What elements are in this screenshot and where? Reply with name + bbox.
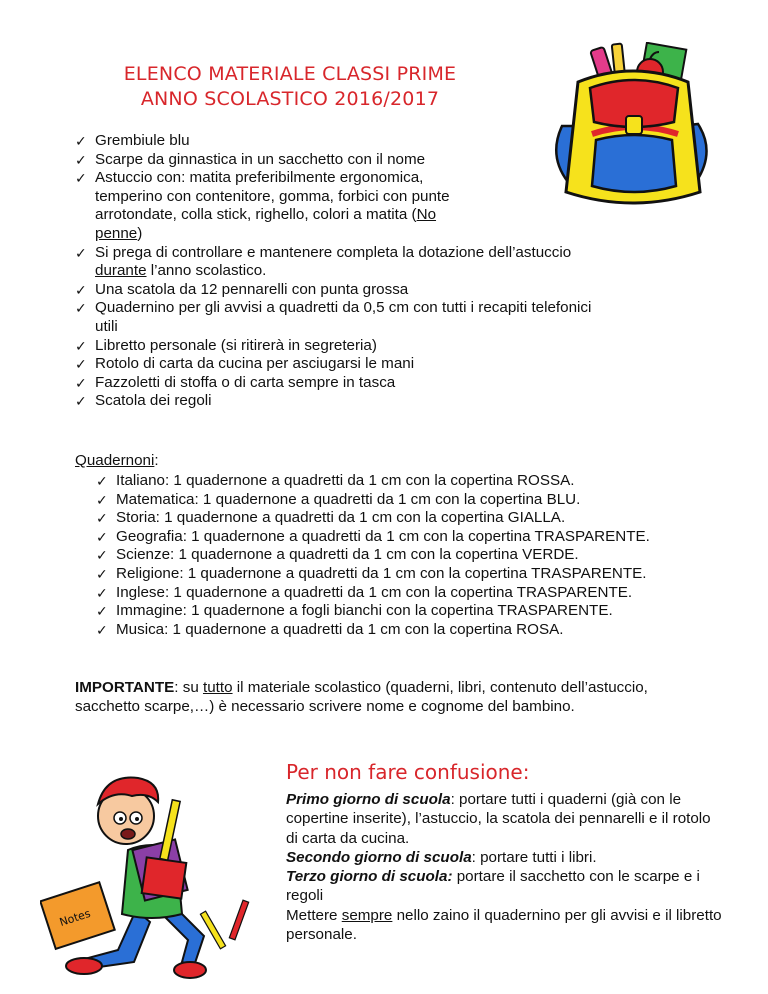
item-text-underlined: No xyxy=(416,206,437,224)
list-item xyxy=(75,151,685,170)
important-label: IMPORTANTE xyxy=(75,679,175,696)
title-line-2: ANNO SCOLASTICO 2016/2017 xyxy=(140,88,440,110)
confusion-instructions xyxy=(286,790,726,944)
item-text: Fazzoletti di stoffa o di carta sempre in tasca xyxy=(95,373,396,391)
notebook-label: Notes xyxy=(57,906,93,930)
item-text: Libretto personale (si ritirerà in segreteria) xyxy=(95,336,377,354)
item-text-underlined: penne xyxy=(95,224,138,242)
item-text: utili xyxy=(95,317,118,335)
important-text: il materiale scolastico (quaderni, libri, contenuto dell’astuccio, sacchetto scarpe,…) è necessario scrivere nome e cognome del bambino. xyxy=(75,679,648,715)
important-note xyxy=(75,678,695,716)
list-item xyxy=(75,374,685,393)
always-underlined: sempre xyxy=(341,906,393,924)
item-text: ✓ Astuccio con: matita preferibilmente ergonomica, xyxy=(95,169,424,187)
list-item: ✓ Scienze: 1 quadernone a quadretti da 1 cm con la copertina VERDE. xyxy=(96,546,736,565)
day-2-label: Secondo giorno di scuola xyxy=(286,848,472,866)
item-text: Rotolo di carta da cucina per asciugarsi le mani xyxy=(95,355,415,373)
list-item xyxy=(75,132,685,151)
list-item: ✓ Religione: 1 quadernone a quadretti da 1 cm con la copertina TRASPARENTE. xyxy=(96,565,736,584)
item-text: ✓ Quadernino per gli avvisi a quadretti da 0,5 cm con tutti i recapiti telefonici xyxy=(95,299,592,317)
title-line-1: ELENCO MATERIALE CLASSI PRIME xyxy=(123,63,457,85)
list-item: ✓ Immagine: 1 quadernone a fogli bianchi con la copertina TRASPARENTE. xyxy=(96,602,736,621)
day-2-instruction xyxy=(286,848,726,867)
day-1-text: : portare tutti i quaderni (già con le copertine inserite), l’astuccio, la scatola dei pennarelli e il rotolo di carta da cucina. xyxy=(286,791,711,847)
quadernoni-heading xyxy=(75,452,159,469)
day-3-label: Terzo giorno di scuola: xyxy=(286,868,453,886)
quadernoni-heading-colon: : xyxy=(154,452,159,469)
quadernoni-heading-text: Quadernoni xyxy=(75,452,155,469)
item-text: ) xyxy=(137,224,143,242)
always-text: Mettere xyxy=(286,906,342,924)
list-item xyxy=(75,281,685,300)
item-text-underlined: durante xyxy=(95,262,147,280)
item-text: Grembiule blu xyxy=(95,132,190,149)
important-text: : su xyxy=(174,679,203,696)
item-text: Scatola dei regoli xyxy=(95,392,212,410)
list-item xyxy=(75,244,685,281)
list-item xyxy=(75,169,685,243)
day-3-text: portare il sacchetto con le scarpe e i regoli xyxy=(286,868,700,905)
list-item: ✓ Matematica: 1 quadernone a quadretti da 1 cm con la copertina BLU. xyxy=(96,491,736,510)
list-item xyxy=(75,299,685,336)
always-instruction xyxy=(286,906,726,945)
list-item: ✓ Inglese: 1 quadernone a quadretti da 1 cm con la copertina TRASPARENTE. xyxy=(96,584,736,603)
list-item: ✓ Geografia: 1 quadernone a quadretti da 1 cm con la copertina TRASPARENTE. xyxy=(96,528,736,547)
quadernoni-list xyxy=(96,472,736,639)
item-text: l’anno scolastico. xyxy=(146,262,267,280)
document-title xyxy=(70,62,510,112)
item-text: Scarpe da ginnastica in un sacchetto con il nome xyxy=(95,150,426,168)
material-list xyxy=(75,132,685,411)
list-item: ✓ Storia: 1 quadernone a quadretti da 1 cm con la copertina GIALLA. xyxy=(96,509,736,528)
day-1-label: Primo giorno di scuola xyxy=(286,791,451,808)
day-3-instruction xyxy=(286,867,726,906)
list-item xyxy=(75,392,685,411)
kid-with-books-illustration xyxy=(40,760,270,980)
always-text: nello zaino il quadernino per gli avvisi e il libretto personale. xyxy=(286,906,722,944)
list-item xyxy=(75,337,685,356)
important-underlined: tutto xyxy=(202,679,233,696)
list-item: ✓ Musica: 1 quadernone a quadretti da 1 cm con la copertina ROSA. xyxy=(96,621,736,640)
list-item: ✓ Italiano: 1 quadernone a quadretti da 1 cm con la copertina ROSSA. xyxy=(96,472,736,491)
item-text: Una scatola da 12 pennarelli con punta grossa xyxy=(95,280,409,298)
day-1-instruction xyxy=(286,790,726,848)
list-item xyxy=(75,355,685,374)
item-text: ✓ Si prega di controllare e mantenere completa la dotazione dell’astuccio xyxy=(95,243,572,261)
day-2-text: : portare tutti i libri. xyxy=(471,848,597,866)
confusion-heading: Per non fare confusione: xyxy=(286,760,530,784)
item-text: arrotondate, colla stick, righello, colori a matita ( xyxy=(95,206,417,224)
item-text: temperino con contenitore, gomma, forbici con punte xyxy=(95,187,450,205)
